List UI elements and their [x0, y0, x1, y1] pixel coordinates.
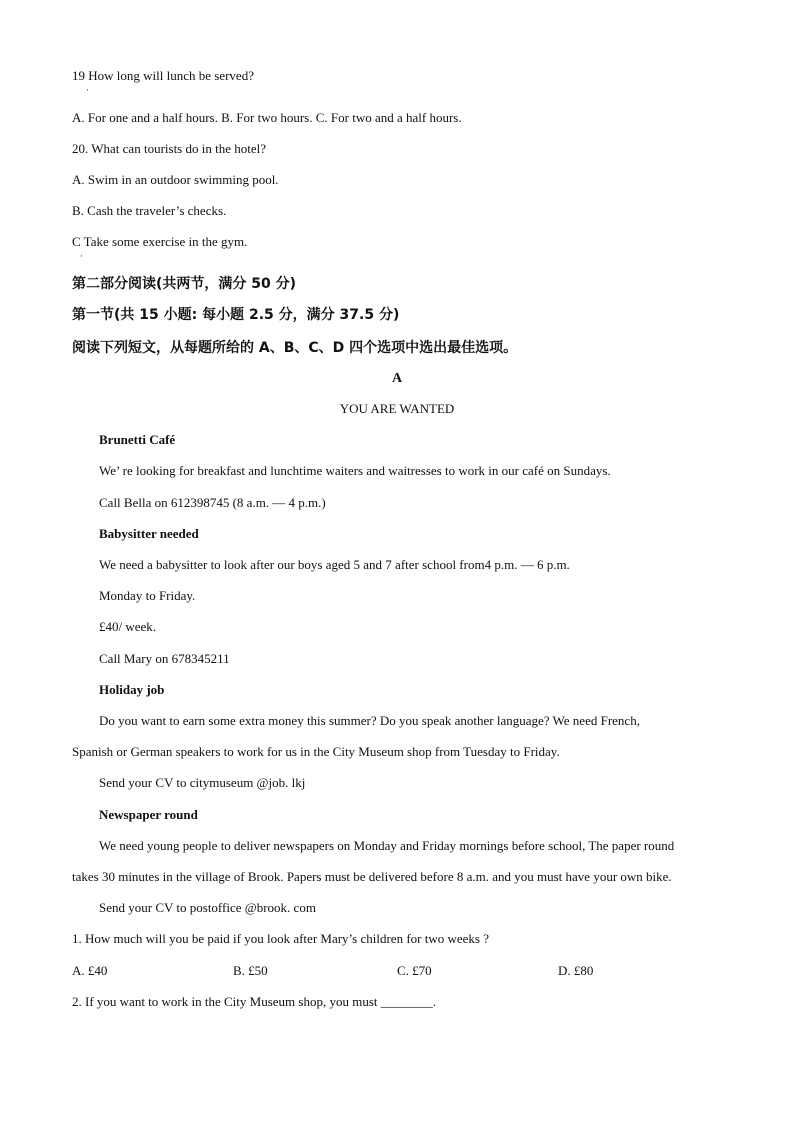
- dot-mark: ·: [86, 85, 89, 95]
- ad-holiday-line3: Send your CV to citymuseum @job. lkj: [99, 775, 306, 790]
- q1-question: 1. How much will you be paid if you look after Mary’s children for two weeks ?: [72, 931, 489, 946]
- q20-option-b: B. Cash the traveler’s checks.: [72, 203, 227, 218]
- q1-option-d: D. £80: [558, 963, 594, 978]
- dot-mark: ·: [80, 251, 83, 261]
- passage-title: YOU ARE WANTED: [339, 401, 455, 416]
- q19-options: A. For one and a half hours. B. For two hours. C. For two and a half hours.: [72, 110, 462, 125]
- ad-babysitter-title: Babysitter needed: [99, 526, 199, 541]
- q20-option-c: C Take some exercise in the gym.: [72, 234, 248, 249]
- instruction: 阅读下列短文，从每题所给的 A、B、C、D 四个选项中选出最佳选项。: [72, 340, 518, 356]
- ad-newspaper-title: Newspaper round: [99, 807, 198, 822]
- ad-holiday-line2: Spanish or German speakers to work for us in the City Museum shop from Tuesday to Friday.: [72, 744, 560, 759]
- q1-option-b: B. £50: [233, 963, 268, 978]
- ad-babysitter-line2: Monday to Friday.: [99, 588, 196, 603]
- q20-question: 20. What can tourists do in the hotel?: [72, 141, 266, 156]
- q19-question: 19 How long will lunch be served?: [72, 68, 254, 83]
- ad-holiday-title: Holiday job: [99, 682, 165, 697]
- ad-cafe-title: Brunetti Café: [99, 432, 176, 447]
- q1-option-a: A. £40: [72, 963, 108, 978]
- passage-label: A: [391, 371, 403, 386]
- ad-babysitter-line1: We need a babysitter to look after our boys aged 5 and 7 after school from4 p.m. — 6 p.m.: [99, 557, 570, 572]
- ad-newspaper-line2: takes 30 minutes in the village of Brook. Papers must be delivered before 8 a.m. and you must have your own bike.: [72, 869, 672, 884]
- ad-babysitter-line3: £40/ week.: [99, 619, 157, 634]
- ad-cafe-line2: Call Bella on 612398745 (8 a.m. — 4 p.m.): [99, 495, 326, 510]
- q20-option-a: A. Swim in an outdoor swimming pool.: [72, 172, 279, 187]
- q1-option-c: C. £70: [397, 963, 432, 978]
- ad-babysitter-line4: Call Mary on 678345211: [99, 651, 230, 666]
- ad-newspaper-line3: Send your CV to postoffice @brook. com: [99, 900, 316, 915]
- q2-question: 2. If you want to work in the City Museum shop, you must ________.: [72, 994, 436, 1009]
- part-title: 第二部分阅读(共两节，满分 50 分): [72, 276, 297, 292]
- section-title: 第一节(共 15 小题: 每小题 2.5 分，满分 37.5 分): [72, 307, 400, 323]
- ad-newspaper-line1: We need young people to deliver newspapers on Monday and Friday mornings before school, The paper round: [99, 838, 675, 853]
- ad-holiday-line1: Do you want to earn some extra money this summer? Do you speak another language? We need French,: [99, 713, 640, 728]
- ad-cafe-line1: We’ re looking for breakfast and lunchtime waiters and waitresses to work in our café on Sundays.: [99, 463, 611, 478]
